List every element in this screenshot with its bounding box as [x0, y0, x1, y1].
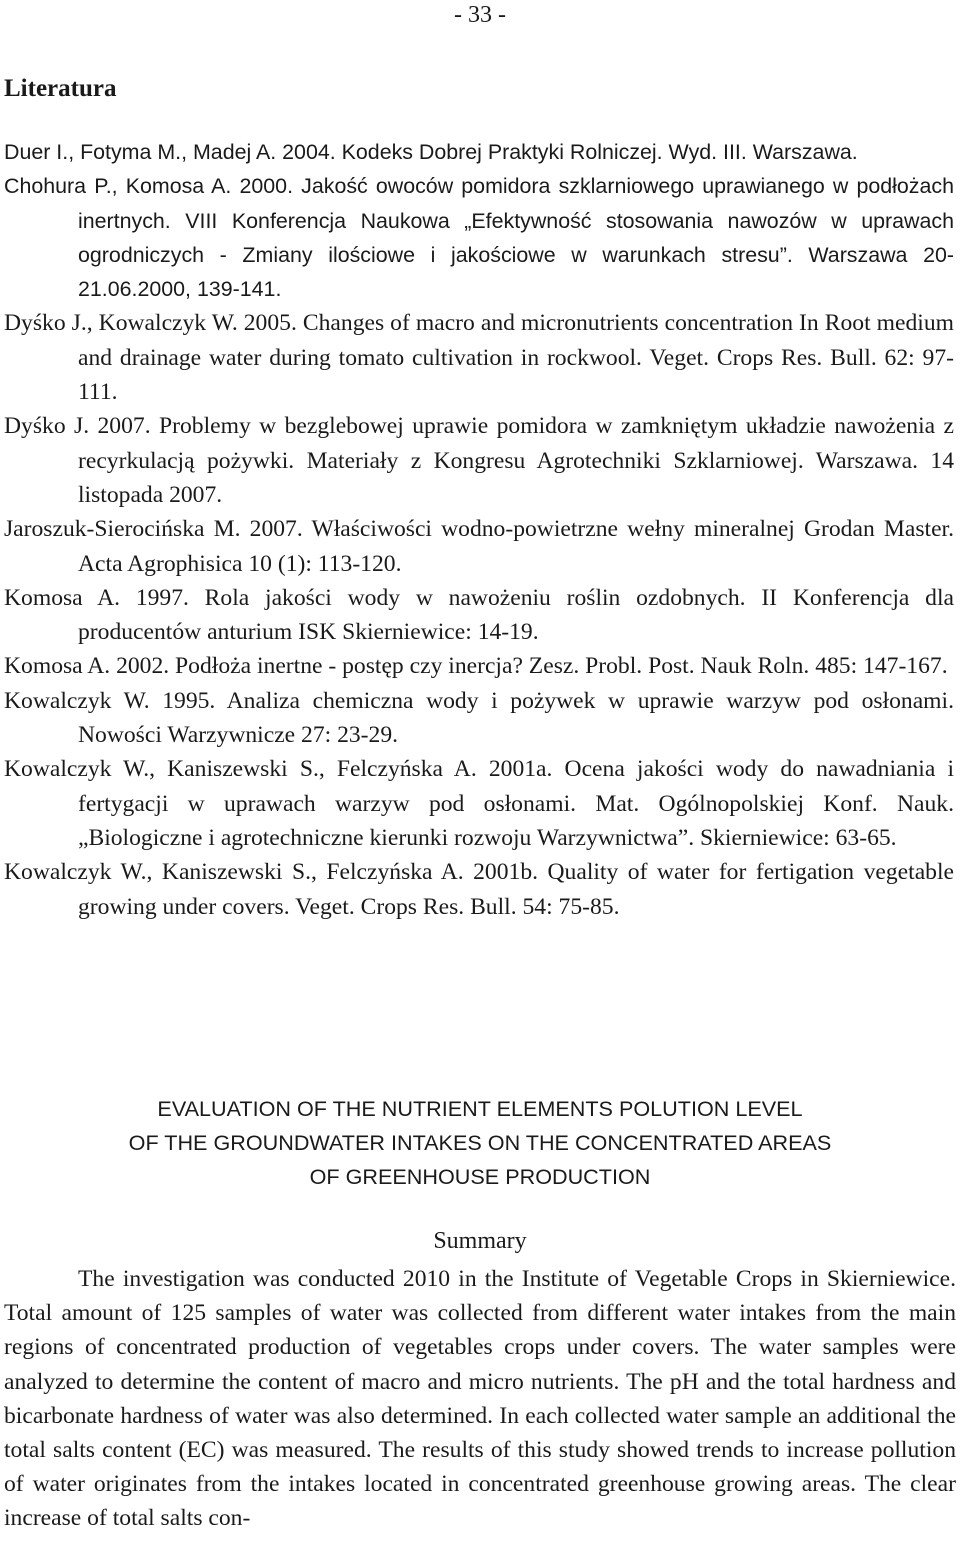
reference-item: Dyśko J., Kowalczyk W. 2005. Changes of macro and micronutrients concentration In Root medium and drainage water during tomato cultivation in rockwool. Veget. Crops Res. Bull. 62: 97-111.: [4, 310, 954, 406]
english-title-line: EVALUATION OF THE NUTRIENT ELEMENTS POLUTION LEVEL: [157, 1096, 803, 1121]
reference-list: [4, 135, 954, 924]
reference-item: Kowalczyk W., Kaniszewski S., Felczyńska A. 2001b. Quality of water for fertigation vegetable growing under covers. Veget. Crops Res. Bull. 54: 75-85.: [4, 859, 954, 920]
reference-item: Komosa A. 1997. Rola jakości wody w nawożeniu roślin ozdobnych. II Konferencja dla producentów anturium ISK Skierniewice: 14-19.: [4, 584, 954, 646]
reference-item: Duer I., Fotyma M., Madej A. 2004. Kodeks Dobrej Praktyki Rolniczej. Wyd. III. Warszawa.: [4, 140, 858, 164]
summary-paragraph: The investigation was conducted 2010 in the Institute of Vegetable Crops in Skierniewice. Total amount of 125 samples of water was collected from different water intakes from the main regions of concentrated production of vegetables crops under covers. The water samples were analyzed to determine the content of macro and micro nutrients. The pH and the total hardness and bicarbonate hardness of water was also determined. In each collected water sample an additional the total salts content (EC) was measured. The results of this study showed trends to increase pollution of water originates from the intakes located in concentrated greenhouse growing areas. The clear increase of total salts con-: [4, 1266, 956, 1532]
english-title-line: OF GREENHOUSE PRODUCTION: [309, 1164, 651, 1189]
reference-item: Chohura P., Komosa A. 2000. Jakość owoców pomidora szklarniowego uprawianego w podłożach inertnych. VIII Konferencja Naukowa „Efektywność stosowania nawozów w uprawach ogrodniczych - Zmiany ilościowe i jakościowe w warunkach stresu”. Warszawa 20-21.06.2000, 139-141.: [4, 174, 954, 302]
reference-item: Kowalczyk W., Kaniszewski S., Felczyńska A. 2001a. Ocena jakości wody do nawadniania i fertygacji w uprawach warzyw pod osłonami. Mat. Ogólnopolskiej Konf. Nauk. „Biologiczne i agrotechniczne kierunki rozwoju Warzywnictwa”. Skierniewice: 63-65.: [4, 756, 954, 851]
reference-item: Dyśko J. 2007. Problemy w bezglebowej uprawie pomidora w zamkniętym układzie nawożenia z recyrkulacją pożywki. Materiały z Kongresu Agrotechniki Szklarniowej. Warszawa. 14 listopada 2007.: [4, 413, 954, 508]
reference-item: Jaroszuk-Sierocińska M. 2007. Właściwości wodno-powietrzne wełny mineralnej Grodan Master. Acta Agrophisica 10 (1): 113-120.: [4, 516, 954, 577]
reference-item: Komosa A. 2002. Podłoża inertne - postęp czy inercja? Zesz. Probl. Post. Nauk Roln. 485: 147-167.: [4, 653, 948, 680]
english-title-line: OF THE GROUNDWATER INTAKES ON THE CONCENTRATED AREAS: [128, 1130, 832, 1155]
references-heading: Literatura: [4, 75, 117, 102]
reference-item: Kowalczyk W. 1995. Analiza chemiczna wody i pożywek w uprawie warzyw pod osłonami. Nowości Warzywnicze 27: 23-29.: [4, 687, 954, 749]
page-number: - 33 -: [454, 2, 506, 28]
english-title: [0, 1092, 960, 1194]
summary-heading: Summary: [433, 1228, 527, 1254]
